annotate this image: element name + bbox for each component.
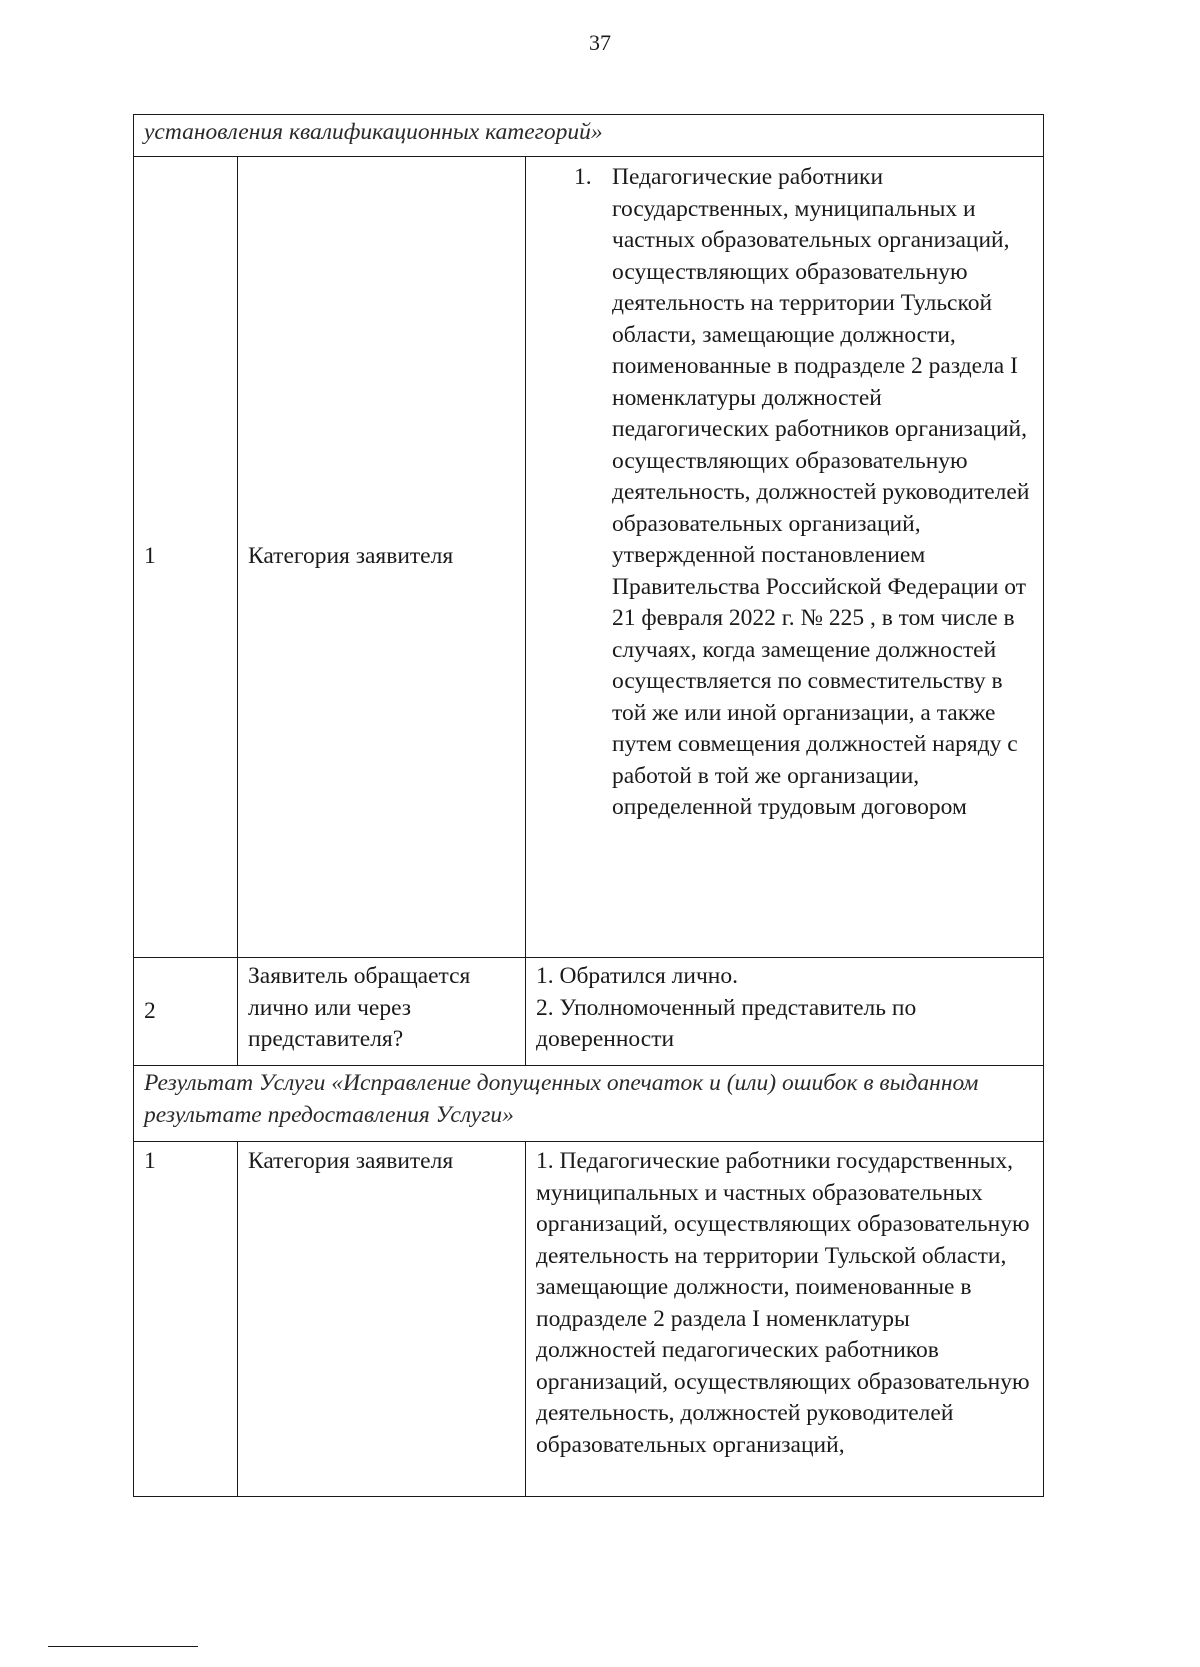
section-header	[134, 115, 1044, 157]
list-number: 1.	[574, 164, 592, 190]
table-row	[134, 958, 1044, 1066]
row-number: 1	[134, 1142, 238, 1497]
row-value: 1. Педагогические работники государственных, муниципальных и частных образовательных организаций, осуществляющих образовательную деятельность на территории Тульской области, замещающие должности, поименованные в подразделе 2 раздела I номенклатуры должностей педагогических работников организаций, осуществляющих образовательную деятельность, должностей руководителей образовательных организаций,	[526, 1142, 1044, 1497]
list-item	[574, 162, 1033, 824]
option-in-person: 1. Обратился лично.	[536, 963, 739, 989]
table-row	[134, 157, 1044, 958]
section-header	[134, 1066, 1044, 1142]
row-number: 2	[134, 958, 238, 1066]
option-representative: 2. Уполномоченный представитель по доверенности	[536, 994, 917, 1052]
page-number: 37	[589, 30, 611, 55]
row-value	[526, 958, 1044, 1066]
section-title: Результат Услуги «Исправление допущенных опечаток и (или) ошибок в выданном результате предоставления Услуги»	[134, 1066, 1044, 1142]
row-label: Категория заявителя	[238, 1142, 526, 1497]
list-text: Педагогические работники государственных, муниципальных и частных образовательных организаций, осуществляющих образовательную деятельность на территории Тульской области, замещающие должности, поименованные в подразделе 2 раздела I номенклатуры должностей педагогических работников организаций, осуществляющих образовательную деятельность, должностей руководителей образовательных организаций, утвержденной постановлением Правительства Российской Федерации от 21 февраля 2022 г. № 225 , в том числе в случаях, когда замещение должностей осуществляется по совместительству в той же или иной организации, а также путем совмещения должностей наряду с работой в той же организации, определенной трудовым договором	[612, 164, 1030, 820]
criteria-table	[133, 114, 1044, 1497]
table-row	[134, 1142, 1044, 1497]
row-value	[526, 157, 1044, 958]
row-label: Категория заявителя	[238, 157, 526, 958]
footnote-separator	[48, 1646, 198, 1647]
section-title: установления квалификационных категорий»	[134, 115, 1044, 157]
row-label: Заявитель обращается лично или через представителя?	[238, 958, 526, 1066]
row-number: 1	[134, 157, 238, 958]
